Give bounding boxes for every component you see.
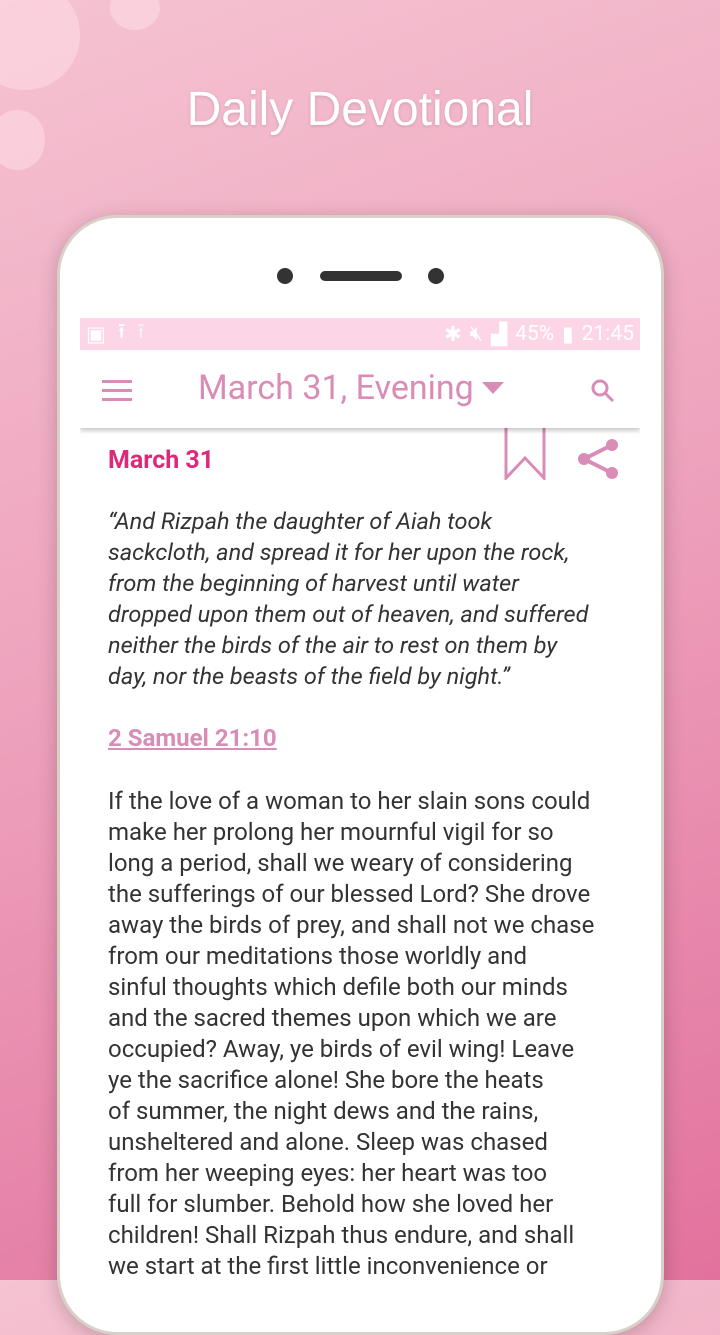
- menu-icon[interactable]: [102, 380, 132, 407]
- phone-sensor: [277, 268, 293, 284]
- date-selector[interactable]: [198, 368, 504, 408]
- text-line: unsheltered and alone. Sleep was chased: [108, 1128, 548, 1156]
- text-line: from the beginning of harvest until water: [108, 569, 519, 597]
- text-line: sackcloth, and spread it for her upon the rock,: [108, 538, 570, 566]
- text-line: full for slumber. Behold how she loved her: [108, 1190, 554, 1218]
- scripture-reference-link[interactable]: 2 Samuel 21:10: [108, 724, 277, 752]
- text-line: occupied? Away, ye birds of evil wing! Leave: [108, 1035, 575, 1063]
- upload-icon: ⭱: [117, 319, 126, 344]
- bluetooth-icon: ✱: [444, 322, 462, 347]
- bookmark-icon[interactable]: [504, 426, 546, 480]
- phone-speaker: [320, 271, 402, 281]
- text-line: of summer, the night dews and the rains,: [108, 1097, 539, 1125]
- text-line: the sufferings of our blessed Lord? She drove: [108, 880, 591, 908]
- share-icon[interactable]: [576, 438, 620, 480]
- text-line: day, nor the beasts of the field by night.”: [108, 662, 510, 690]
- scripture-quote: [108, 506, 588, 692]
- entry-date: March 31: [108, 446, 215, 475]
- text-line: children! Shall Rizpah thus endure, and shall: [108, 1221, 575, 1249]
- text-line: neither the birds of the air to rest on them by: [108, 631, 558, 659]
- image-notification-icon: ▣: [86, 322, 106, 347]
- signal-icon: ▟: [490, 322, 508, 347]
- text-line: away the birds of prey, and shall not we chase: [108, 911, 595, 939]
- text-line: long a period, shall we weary of considering: [108, 849, 573, 877]
- text-line: dropped upon them out of heaven, and suffered: [108, 600, 589, 628]
- promo-title: Daily Devotional: [186, 83, 534, 136]
- text-line: from her weeping eyes: her heart was too: [108, 1159, 548, 1187]
- phone-camera: [428, 268, 444, 284]
- mute-icon: 🔇︎: [469, 322, 483, 346]
- text-line: “And Rizpah the daughter of Aiah took: [108, 507, 493, 535]
- decorative-flower: [0, 0, 80, 90]
- text-line: we start at the first little inconvenience or: [108, 1252, 548, 1280]
- app-screen: [80, 318, 640, 1280]
- clock: 21:45: [581, 322, 634, 346]
- text-line: from our meditations those worldly and: [108, 942, 527, 970]
- text-line: If the love of a woman to her slain sons could: [108, 787, 591, 815]
- dropdown-arrow-icon: [482, 382, 504, 394]
- battery-icon: ▮: [562, 322, 574, 347]
- battery-percent: 45%: [515, 322, 555, 346]
- decorative-flower: [110, 0, 160, 30]
- app-bar: [80, 350, 640, 428]
- text-line: ye the sacrifice alone! She bore the heats: [108, 1066, 544, 1094]
- text-line: and the sacred themes upon which we are: [108, 1004, 557, 1032]
- text-line: make her prolong her mournful vigil for so: [108, 818, 554, 846]
- upload-icon: ⭱: [137, 319, 145, 344]
- text-line: sinful thoughts which defile both our minds: [108, 973, 568, 1001]
- status-bar: [80, 318, 640, 350]
- date-selector-label: March 31, Evening: [198, 368, 474, 408]
- devotional-body: [108, 786, 594, 1280]
- search-icon[interactable]: [590, 378, 616, 404]
